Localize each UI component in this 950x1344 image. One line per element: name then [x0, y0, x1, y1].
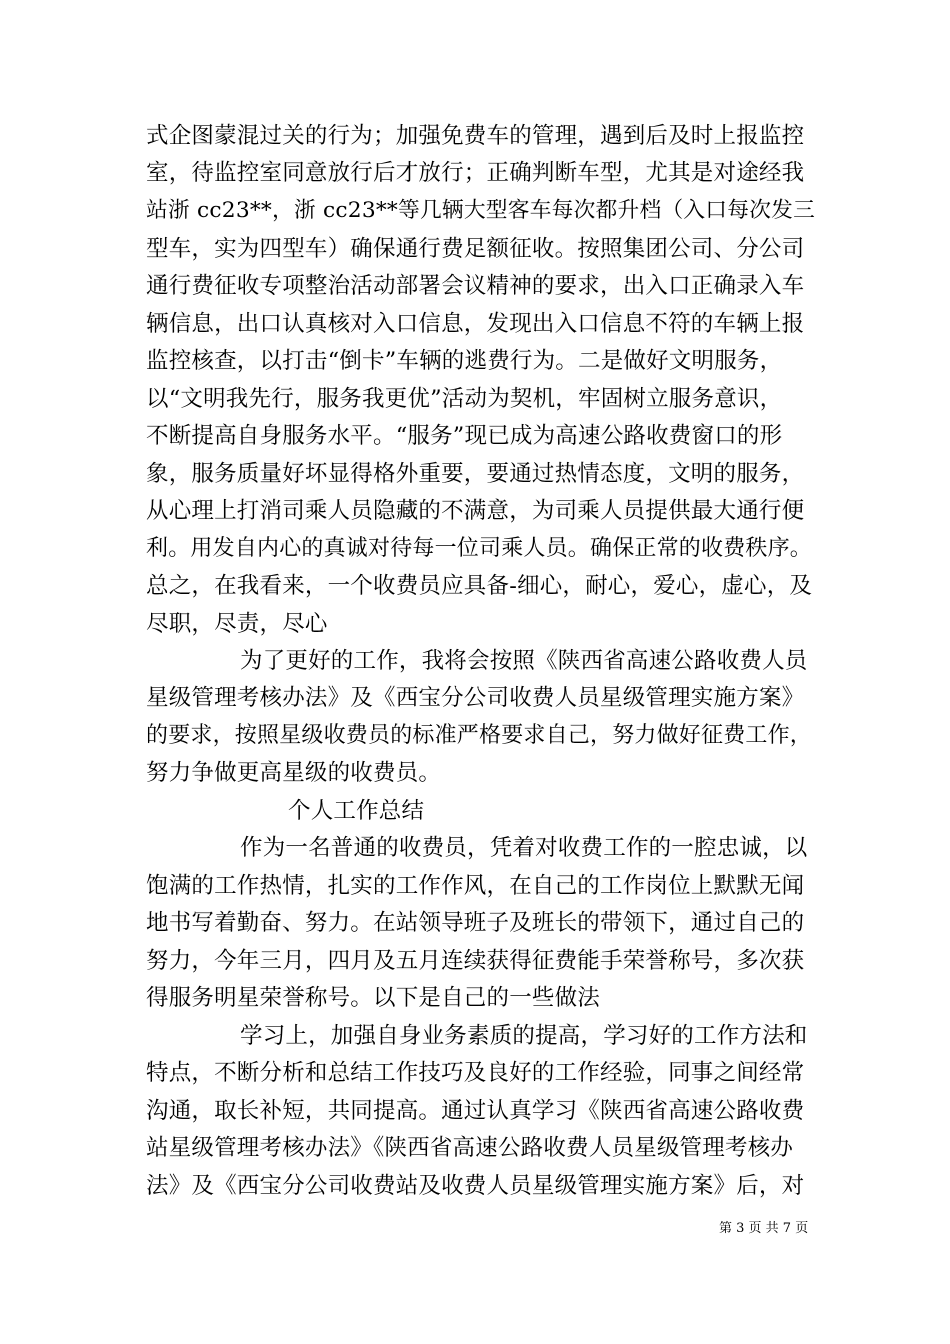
paragraph-start-line: 作为一名普通的收费员，凭着对收费工作的一腔忠诚，以	[240, 835, 808, 861]
text-line: 通行费征收专项整治活动部署会议精神的要求，出入口正确录入车	[146, 273, 805, 299]
paragraph-start-line: 为了更好的工作，我将会按照《陕西省高速公路收费人员	[240, 648, 808, 674]
text-line: 尽职，尽责，尽心	[146, 611, 328, 637]
text-line: 式企图蒙混过关的行为；加强免费车的管理，遇到后及时上报监控	[146, 123, 805, 149]
text-line: 沟通，取长补短，共同提高。通过认真学习《陕西省高速公路收费	[146, 1098, 805, 1124]
text-line: 努力争做更高星级的收费员。	[146, 760, 442, 786]
text-line: 以“文明我先行，服务我更优”活动为契机，牢固树立服务意识，	[146, 386, 783, 412]
text-line: 辆信息，出口认真核对入口信息，发现出入口信息不符的车辆上报	[146, 311, 805, 337]
text-line: 监控核查，以打击“倒卡”车辆的逃费行为。二是做好文明服务，	[146, 348, 783, 374]
text-line: 地书写着勤奋、努力。在站领导班子及班长的带领下，通过自己的	[146, 910, 805, 936]
text-line: 从心理上打消司乘人员隐藏的不满意，为司乘人员提供最大通行便	[146, 498, 805, 524]
text-line: 象，服务质量好坏显得格外重要，要通过热情态度，文明的服务，	[146, 461, 805, 487]
text-line: 站星级管理考核办法》《陕西省高速公路收费人员星级管理考核办	[146, 1135, 794, 1161]
text-line: 星级管理考核办法》及《西宝分公司收费人员星级管理实施方案》	[146, 685, 805, 711]
text-line: 站浙 cc23**，浙 cc23**等几辆大型客车每次都升档（入口每次发三	[146, 198, 816, 223]
text-line: 特点，不断分析和总结工作技巧及良好的工作经验，同事之间经常	[146, 1060, 805, 1086]
text-line: 得服务明星荣誉称号。以下是自己的一些做法	[146, 985, 601, 1011]
text-line: 法》及《西宝分公司收费站及收费人员星级管理实施方案》后，对	[146, 1173, 805, 1199]
text-line: 总之，在我看来，一个收费员应具备-细心，耐心，爱心，虚心，及	[146, 573, 813, 599]
text-line: 努力，今年三月，四月及五月连续获得征费能手荣誉称号，多次获	[146, 948, 805, 974]
text-line: 不断提高自身服务水平。“服务”现已成为高速公路收费窗口的形	[146, 423, 783, 449]
section-heading: 个人工作总结	[288, 798, 425, 824]
text-line: 利。用发自内心的真诚对待每一位司乘人员。确保正常的收费秩序。	[146, 536, 813, 561]
page-number: 第 3 页 共 7 页	[719, 1221, 809, 1236]
text-line: 饱满的工作热情，扎实的工作作风，在自己的工作岗位上默默无闻	[146, 873, 805, 899]
text-line: 室，待监控室同意放行后才放行；正确判断车型，尤其是对途经我	[146, 160, 805, 186]
text-line: 型车，实为四型车）确保通行费足额征收。按照集团公司、分公司	[146, 236, 805, 262]
text-line: 的要求，按照星级收费员的标准严格要求自己，努力做好征费工作，	[146, 723, 813, 748]
paragraph-start-line: 学习上，加强自身业务素质的提高，学习好的工作方法和	[240, 1023, 808, 1049]
